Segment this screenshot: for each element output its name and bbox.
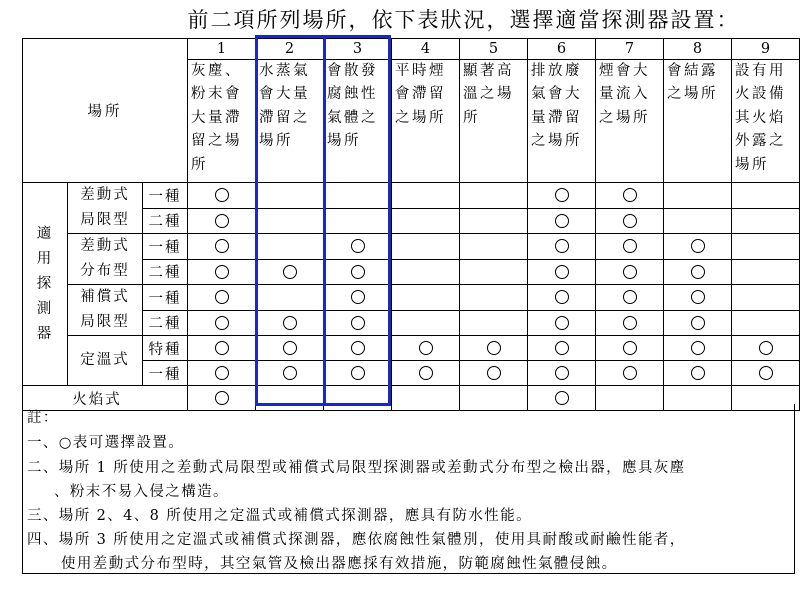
mark-cell: [596, 259, 664, 285]
col-desc-7: 煙會大量流入之場所: [596, 60, 664, 183]
mark-cell: [732, 208, 800, 234]
circle-mark-icon: [623, 290, 637, 304]
circle-mark-icon: [215, 316, 229, 330]
circle-mark-icon: [351, 239, 365, 253]
mark-cell: [392, 183, 460, 209]
circle-mark-icon: [283, 265, 297, 279]
mark-cell: [392, 259, 460, 285]
mark-cell: [392, 285, 460, 311]
note-4-line-1: 四、場所 3 所使用之定溫式或補償式探測器，應依腐蝕性氣體別，使用具耐酸或耐鹼性能者，: [27, 532, 686, 548]
mark-cell: [392, 361, 460, 386]
circle-mark-icon: [555, 391, 569, 405]
col-num-1: 1: [188, 39, 256, 60]
mark-cell: [664, 336, 732, 361]
mark-cell: [188, 234, 256, 260]
type-label-line: 補償式: [80, 289, 130, 305]
table-row: [23, 285, 800, 311]
mark-cell: [732, 183, 800, 209]
circle-mark-icon: [419, 341, 433, 355]
mark-cell: [732, 336, 800, 361]
note-1: 一、○表可選擇設置。: [27, 435, 185, 451]
mark-cell: [188, 361, 256, 386]
circle-mark-icon: [759, 341, 773, 355]
type-label-line: 火焰式: [72, 391, 122, 408]
mark-cell: [664, 259, 732, 285]
circle-mark-icon: [215, 214, 229, 228]
mark-cell: [324, 361, 392, 386]
col-num-5: 5: [460, 39, 528, 60]
mark-cell: [528, 234, 596, 260]
circle-mark-icon: [215, 290, 229, 304]
class-label: 二種: [143, 208, 188, 234]
class-label: 特種: [143, 336, 188, 361]
mark-cell: [528, 336, 596, 361]
place-label: 場所: [87, 104, 123, 120]
col-num-9: 9: [732, 39, 800, 60]
circle-mark-icon: [351, 265, 365, 279]
col-desc-3: 會散發腐蝕性氣體之場所: [324, 60, 392, 183]
circle-mark-icon: [691, 265, 705, 279]
col-desc-2: 水蒸氣會大量滯留之場所: [256, 60, 324, 183]
circle-mark-icon: [691, 316, 705, 330]
mark-cell: [596, 285, 664, 311]
mark-cell: [188, 208, 256, 234]
circle-mark-icon: [215, 341, 229, 355]
note-3: 三、場所 2、4、8 所使用之定溫式或補償式探測器，應具有防水性能。: [27, 508, 532, 524]
class-label: 二種: [143, 259, 188, 285]
note-2-line-2: 、粉末不易入侵之構造。: [54, 484, 229, 500]
mark-cell: [256, 208, 324, 234]
col-desc-5: 顯著高溫之場所: [460, 60, 528, 183]
circle-mark-icon: [215, 391, 229, 405]
mark-cell: [324, 310, 392, 336]
mark-cell: [664, 361, 732, 386]
mark-cell: [596, 336, 664, 361]
mark-cell: [324, 183, 392, 209]
circle-mark-icon: [283, 316, 297, 330]
mark-cell: [188, 310, 256, 336]
mark-cell: [528, 310, 596, 336]
type-label: [68, 336, 143, 386]
notes-section: [22, 404, 795, 574]
mark-cell: [392, 336, 460, 361]
mark-cell: [596, 208, 664, 234]
notes-heading: 註：: [27, 410, 59, 426]
mark-cell: [528, 259, 596, 285]
type-label: [68, 285, 143, 336]
col-desc-6: 排放廢氣會大量滯留之場所: [528, 60, 596, 183]
mark-cell: [528, 183, 596, 209]
col-num-4: 4: [392, 39, 460, 60]
circle-mark-icon: [623, 214, 637, 228]
row-group-label-text: 適用探測器: [36, 225, 54, 342]
mark-cell: [664, 285, 732, 311]
mark-cell: [460, 361, 528, 386]
circle-mark-icon: [215, 188, 229, 202]
mark-cell: [732, 234, 800, 260]
page-title: 前二項所列場所，依下表狀況，選擇適當探測器設置：: [187, 8, 740, 32]
mark-cell: [188, 285, 256, 311]
mark-cell: [596, 310, 664, 336]
circle-mark-icon: [623, 366, 637, 380]
circle-mark-icon: [555, 265, 569, 279]
circle-mark-icon: [623, 316, 637, 330]
type-label: [68, 183, 143, 234]
circle-mark-icon: [351, 290, 365, 304]
mark-cell: [460, 183, 528, 209]
detector-table: [22, 38, 800, 411]
circle-mark-icon: [555, 341, 569, 355]
mark-cell: [460, 259, 528, 285]
mark-cell: [256, 259, 324, 285]
circle-mark-icon: [487, 341, 501, 355]
place-label-cell: [23, 39, 188, 183]
circle-mark-icon: [419, 366, 433, 380]
class-label: 一種: [143, 183, 188, 209]
circle-mark-icon: [759, 366, 773, 380]
mark-cell: [664, 310, 732, 336]
circle-mark-icon: [555, 239, 569, 253]
mark-cell: [732, 259, 800, 285]
circle-mark-icon: [555, 366, 569, 380]
circle-mark-icon: [691, 290, 705, 304]
circle-mark-icon: [283, 366, 297, 380]
mark-cell: [528, 208, 596, 234]
circle-mark-icon: [555, 214, 569, 228]
col-num-3: 3: [324, 39, 392, 60]
mark-cell: [188, 259, 256, 285]
mark-cell: [392, 234, 460, 260]
circle-mark-icon: [691, 239, 705, 253]
mark-cell: [188, 336, 256, 361]
mark-cell: [256, 183, 324, 209]
mark-cell: [324, 285, 392, 311]
col-desc-1: 灰塵、粉末會大量滯留之場所: [188, 60, 256, 183]
mark-cell: [732, 361, 800, 386]
table-row: [23, 234, 800, 260]
mark-cell: [664, 208, 732, 234]
mark-cell: [664, 234, 732, 260]
circle-mark-icon: [283, 341, 297, 355]
mark-cell: [324, 259, 392, 285]
type-label-line: 局限型: [80, 212, 130, 228]
col-num-8: 8: [664, 39, 732, 60]
mark-cell: [596, 183, 664, 209]
circle-mark-icon: [555, 316, 569, 330]
mark-cell: [256, 285, 324, 311]
mark-cell: [256, 234, 324, 260]
circle-mark-icon: [623, 265, 637, 279]
circle-mark-icon: [623, 239, 637, 253]
mark-cell: [392, 208, 460, 234]
col-num-2: 2: [256, 39, 324, 60]
mark-cell: [732, 285, 800, 311]
mark-cell: [596, 234, 664, 260]
mark-cell: [460, 208, 528, 234]
col-desc-4: 平時煙會滯留之場所: [392, 60, 460, 183]
mark-cell: [460, 285, 528, 311]
type-label: [68, 234, 143, 285]
note-4-line-2: 使用差動式分布型時，其空氣管及檢出器應採有效措施，防範腐蝕性氣體侵蝕。: [61, 556, 618, 572]
col-num-6: 6: [528, 39, 596, 60]
mark-cell: [732, 310, 800, 336]
circle-mark-icon: [215, 265, 229, 279]
circle-mark-icon: [351, 316, 365, 330]
mark-cell: [324, 234, 392, 260]
mark-cell: [596, 361, 664, 386]
col-num-7: 7: [596, 39, 664, 60]
circle-mark-icon: [555, 290, 569, 304]
mark-cell: [460, 310, 528, 336]
circle-mark-icon: [555, 188, 569, 202]
circle-mark-icon: [487, 366, 501, 380]
class-label: 一種: [143, 234, 188, 260]
table-row: [23, 336, 800, 361]
mark-cell: [324, 208, 392, 234]
mark-cell: [256, 361, 324, 386]
circle-mark-icon: [623, 341, 637, 355]
mark-cell: [460, 336, 528, 361]
class-label: 一種: [143, 285, 188, 311]
col-desc-9: 設有用火設備其火焰外露之場所: [732, 60, 800, 183]
mark-cell: [664, 183, 732, 209]
circle-mark-icon: [351, 341, 365, 355]
col-desc-8: 會結露之場所: [664, 60, 732, 183]
mark-cell: [392, 310, 460, 336]
row-group-label: [23, 183, 68, 386]
class-label: 二種: [143, 310, 188, 336]
mark-cell: [256, 310, 324, 336]
type-label-line: 定溫式: [80, 352, 130, 368]
type-label-line: 局限型: [80, 314, 130, 330]
class-label: 一種: [143, 361, 188, 386]
mark-cell: [324, 336, 392, 361]
mark-cell: [528, 361, 596, 386]
circle-mark-icon: [215, 366, 229, 380]
type-label-line: 差動式: [80, 187, 130, 203]
mark-cell: [188, 183, 256, 209]
mark-cell: [528, 285, 596, 311]
mark-cell: [460, 234, 528, 260]
circle-mark-icon: [623, 188, 637, 202]
circle-mark-icon: [351, 366, 365, 380]
circle-mark-icon: [691, 366, 705, 380]
note-2-line-1: 二、場所 1 所使用之差動式局限型或補償式局限型探測器或差動式分布型之檢出器，應具灰塵: [27, 460, 686, 476]
mark-cell: [256, 336, 324, 361]
type-label-line: 分布型: [80, 263, 130, 279]
header-number-row: [23, 39, 800, 60]
circle-mark-icon: [215, 239, 229, 253]
type-label-line: 差動式: [80, 238, 130, 254]
circle-mark-icon: [691, 341, 705, 355]
table-row: [23, 183, 800, 209]
